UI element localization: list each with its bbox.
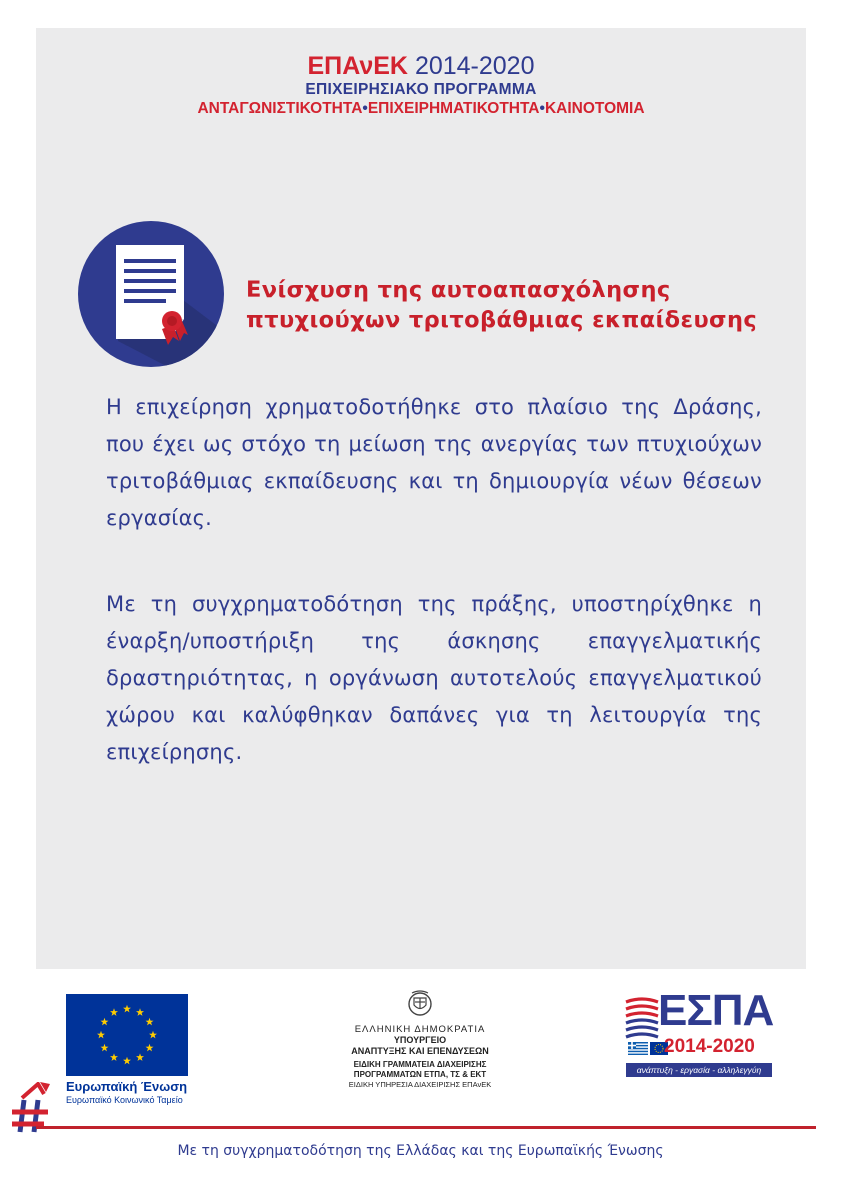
republic-label: ΕΛΛΗΝΙΚΗ ΔΗΜΟΚΡΑΤΙΑ [354,1024,486,1035]
secretariat-label-line2: ΠΡΟΓΡΑΜΜΑΤΩΝ ΕΤΠΑ, ΤΣ & ΕΚΤ [353,1070,487,1079]
espa-word: ΕΣΠΑ [658,986,774,1035]
cofunding-statement: Με τη συγχρηματοδότηση της Ελλάδας και της Ευρωπαϊκής Ένωσης [177,1143,664,1159]
espa-waves-icon [624,996,660,1040]
greek-flag-icon [628,1042,648,1055]
footer-divider [36,1126,816,1129]
espa-slogan: ανάπτυξη - εργασία - αλληλεγγύη [626,1063,772,1077]
ministry-label-line1: ΥΠΟΥΡΓΕΙΟ [393,1035,447,1045]
eu-star-icon [136,1053,144,1061]
eu-star-icon [100,1018,108,1026]
epanek-header [36,52,806,118]
eu-star-icon [146,1018,154,1026]
program-title: ΕΠΙΧΕΙΡΗΣΙΑΚΟ ΠΡΟΓΡΑΜΜΑ [305,81,537,98]
eu-star-icon [149,1031,157,1039]
espa-years: 2014-2020 [664,1036,755,1057]
eu-star-icon [100,1044,108,1052]
managing-service-label: ΕΙΔΙΚΗ ΥΠΗΡΕΣΙΑ ΔΙΑΧΕΙΡΙΣΗΣ ΕΠΑνΕΚ [348,1080,492,1089]
description-paragraph-2: Με τη συγχρηματοδότηση της πράξης, υποστηρίχθηκε η έναρξη/υποστήριξη της άσκησης επαγγελματικής δραστηριότητας, η οργάνωση αυτοτελούς επαγγελματικού χώρου και καλύφθηκαν δαπάνες για τη λειτουργία της επιχείρησης. [106,592,762,764]
greek-emblem-icon [407,989,433,1017]
action-icon-circle [78,221,224,367]
content-panel [36,28,806,969]
eu-star-icon [136,1008,144,1016]
pillar-innovation: ΚΑΙΝΟΤΟΜΙΑ [544,100,645,117]
action-title-line2: πτυχιούχων τριτοβάθμιας εκπαίδευσης [246,307,758,333]
pillar-competitiveness: ΑΝΤΑΓΩΝΙΣΤΙΚΟΤΗΤΑ [197,100,363,117]
eu-fund-name: Ευρωπαϊκό Κοινωνικό Ταμείο [66,1095,183,1105]
pillar-separator: • [539,100,545,117]
program-pillars [36,99,806,118]
pillar-entrepreneurship: ΕΠΙΧΕΙΡΗΜΑΤΙΚΟΤΗΤΑ [367,100,540,117]
eu-star-icon [123,1005,131,1013]
ministry-logo [300,989,540,1090]
description-paragraph-1: Η επιχείρηση χρηματοδοτήθηκε στο πλαίσιο της Δράσης, που έχει ως στόχο τη μείωση της ανεργίας των πτυχιούχων τριτοβάθμιας εκπαίδευσης και τη δημιουργία νέων θέσεων εργασίας. [106,395,762,530]
eu-star-icon [97,1031,105,1039]
eu-logo [66,994,188,1105]
eu-flag-icon [66,994,188,1076]
certificate-icon [78,221,224,367]
epanek-years: 2014-2020 [414,52,535,80]
eu-star-icon [146,1044,154,1052]
epanek-logo [36,52,806,80]
eu-name: Ευρωπαϊκή Ένωση [66,1079,188,1094]
eu-star-icon [110,1053,118,1061]
epanek-brand: ΕΠΑνΕΚ [307,52,408,80]
pillar-separator: • [362,100,368,117]
action-title [246,275,806,335]
secretariat-label-line1: ΕΙΔΙΚΗ ΓΡΑΜΜΑΤΕΙΑ ΔΙΑΧΕΙΡΙΣΗΣ [353,1060,487,1069]
ministry-label-line2: ΑΝΑΠΤΥΞΗΣ ΚΑΙ ΕΠΕΝΔΥΣΕΩΝ [351,1046,489,1056]
eu-star-icon [110,1008,118,1016]
action-title-line1: Ενίσχυση της αυτοαπασχόλησης [246,277,671,303]
eu-star-icon [123,1057,131,1065]
